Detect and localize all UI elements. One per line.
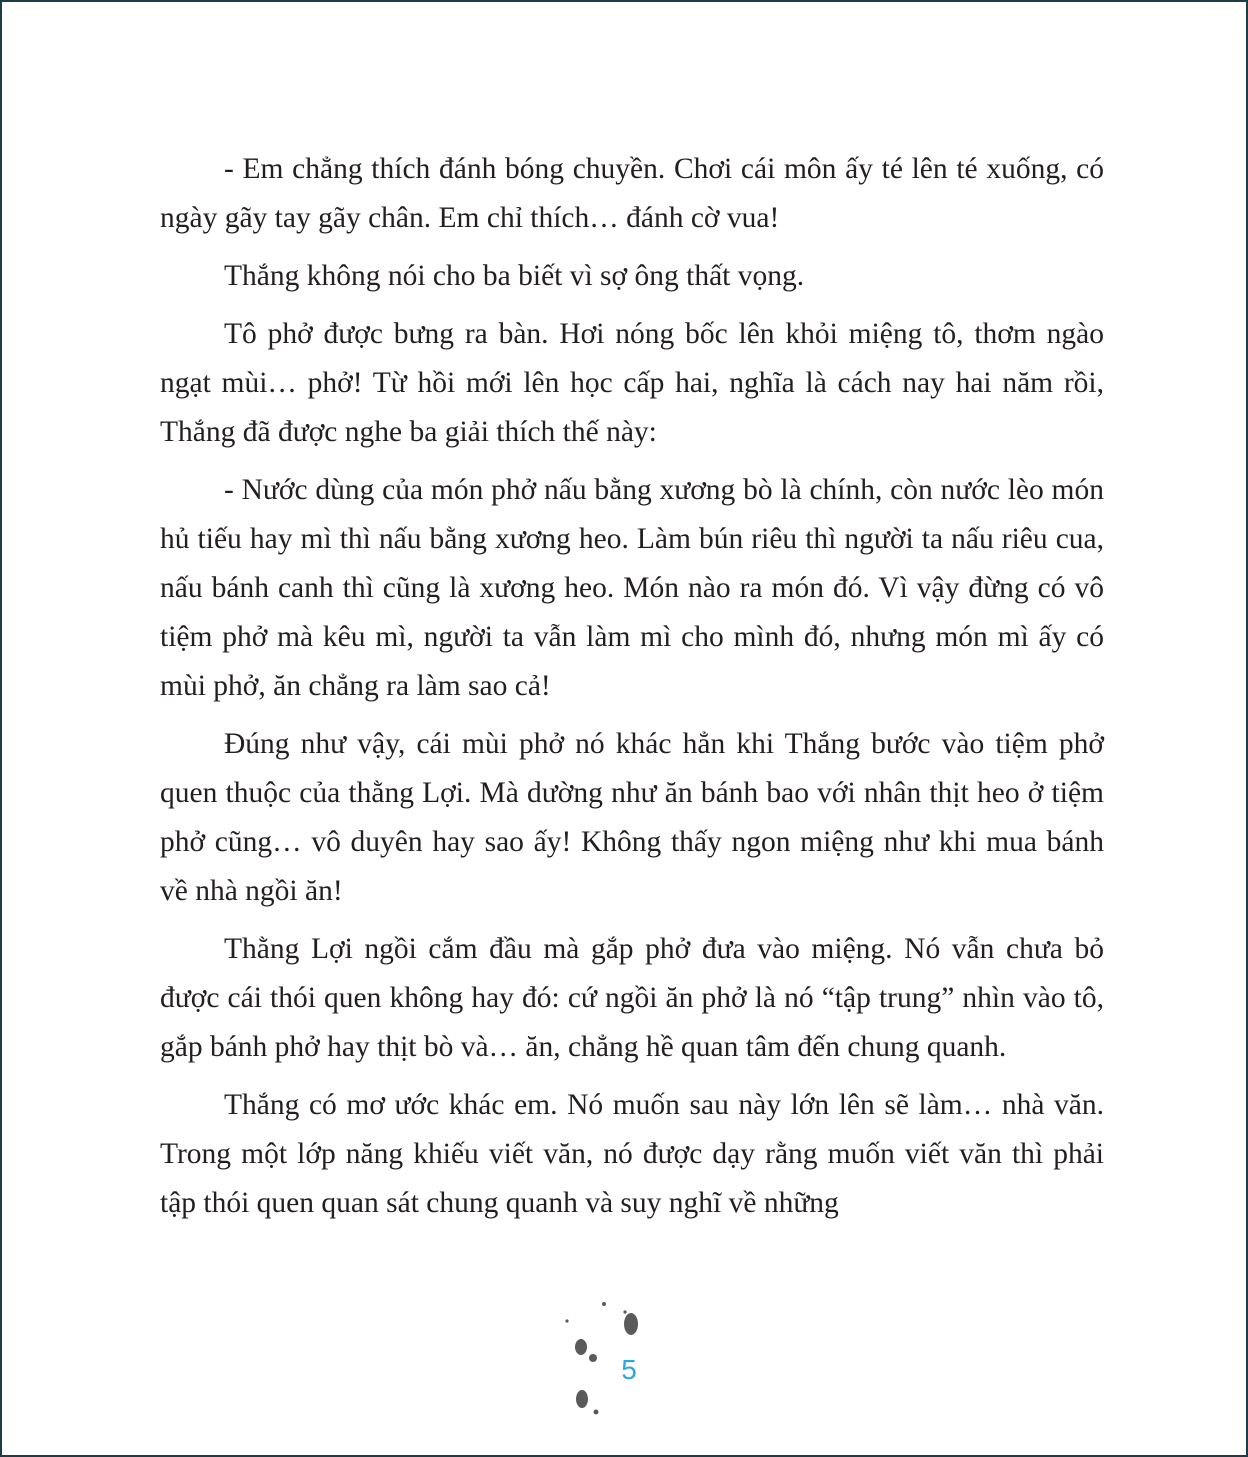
paragraph-3: Tô phở được bưng ra bàn. Hơi nóng bốc lên khỏi miệng tô, thơm ngào ngạt mùi… phở! Từ hồi mới lên học cấp hai, nghĩa là cách nay hai năm rồi, Thắng đã được nghe ba giải thích thế này:	[160, 318, 1104, 448]
paragraph-1: - Em chẳng thích đánh bóng chuyền. Chơi cái môn ấy té lên té xuống, có ngày gãy tay gãy chân. Em chỉ thích… đánh cờ vua!	[160, 153, 1104, 234]
paragraph-6: Thằng Lợi ngồi cắm đầu mà gắp phở đưa vào miệng. Nó vẫn chưa bỏ được cái thói quen không hay đó: cứ ngồi ăn phở là nó “tập trung” nhìn vào tô, gắp bánh phở hay thịt bò và… ăn, chẳng hề quan tâm đến chung quanh.	[160, 933, 1104, 1063]
paragraph-2: Thắng không nói cho ba biết vì sợ ông thất vọng.	[224, 260, 805, 292]
body-text	[160, 145, 1104, 1237]
paragraph-5: Đúng như vậy, cái mùi phở nó khác hẳn khi Thắng bước vào tiệm phở quen thuộc của thằng Lợi. Mà dường như ăn bánh bao với nhân thịt heo ở tiệm phở cũng… vô duyên hay sao ấy! Không thấy ngon miệng như khi mua bánh về nhà ngồi ăn!	[160, 728, 1104, 907]
ink-dot	[589, 1354, 597, 1362]
ink-blot	[576, 1390, 588, 1408]
page-number: 5	[621, 1354, 637, 1385]
paragraph-4: - Nước dùng của món phở nấu bằng xương bò là chính, còn nước lèo món hủ tiếu hay mì thì nấu bằng xương heo. Làm bún riêu thì người ta nấu riêu cua, nấu bánh canh thì cũng là xương heo. Món nào ra món đó. Vì vậy đừng có vô tiệm phở mà kêu mì, người ta vẫn làm mì cho mình đó, nhưng món mì ấy có mùi phở, ăn chẳng ra làm sao cả!	[160, 474, 1104, 702]
paragraph-7: Thắng có mơ ước khác em. Nó muốn sau này lớn lên sẽ làm… nhà văn. Trong một lớp năng khiếu viết văn, nó được dạy rằng muốn viết văn thì phải tập thói quen quan sát chung quanh và suy nghĩ về những	[160, 1089, 1104, 1219]
ink-dot	[594, 1410, 599, 1415]
ink-blot	[624, 1313, 638, 1335]
ink-blot	[575, 1339, 587, 1355]
ink-dot	[565, 1319, 568, 1322]
ink-dot	[602, 1302, 606, 1306]
ink-dot	[623, 1310, 626, 1313]
